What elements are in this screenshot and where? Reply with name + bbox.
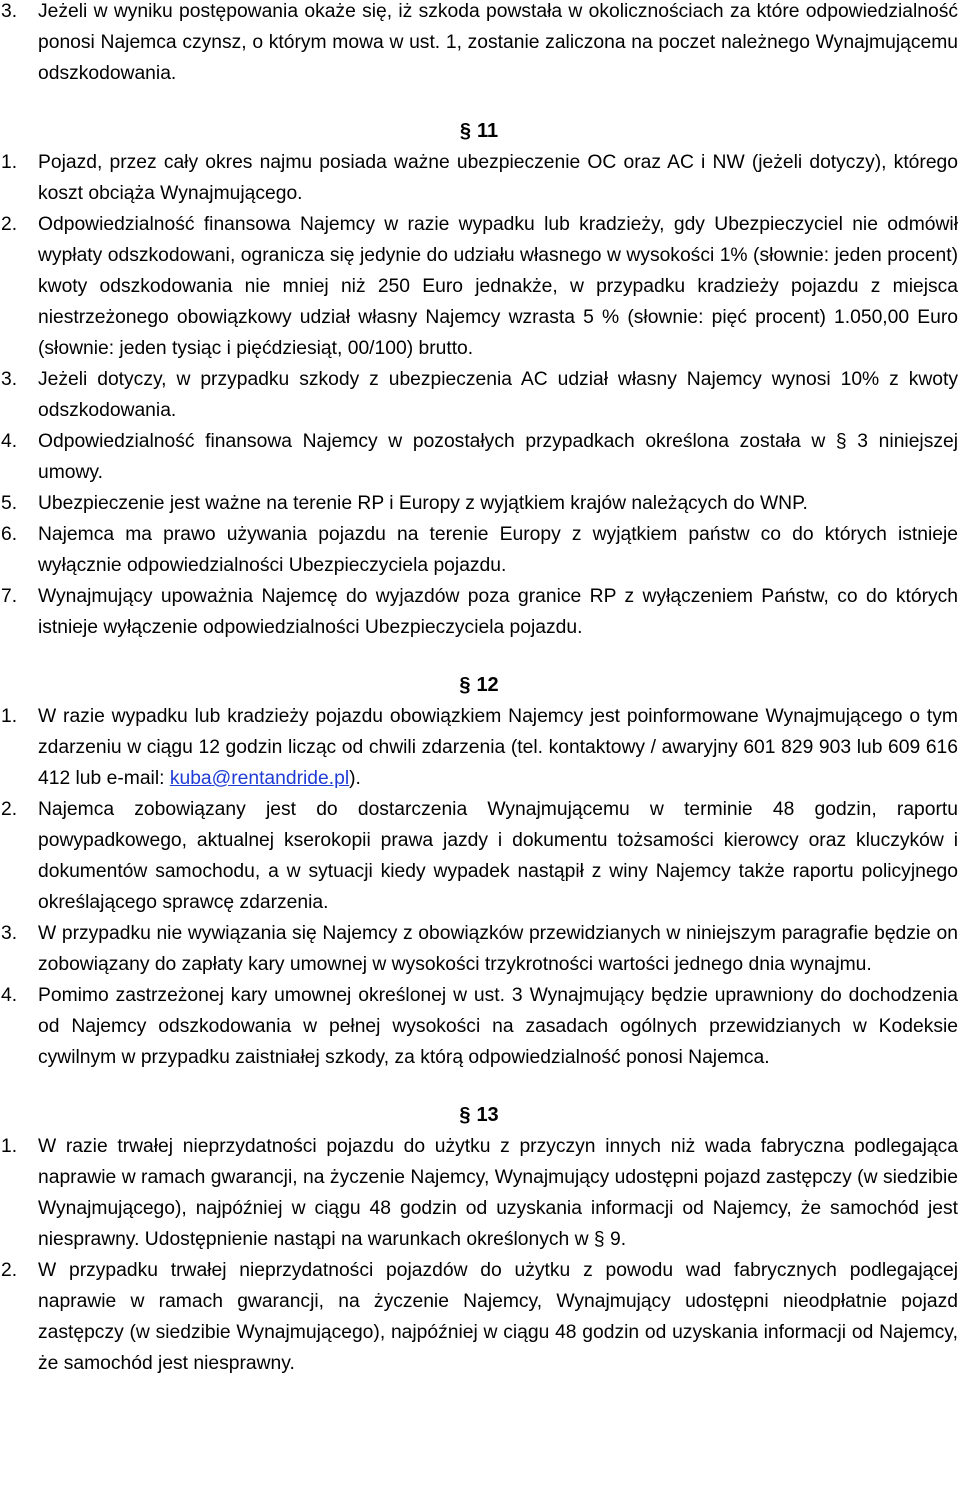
item-text: W razie trwałej nieprzydatności pojazdu do użytku z przyczyn innych niż wada fabryczna podlegająca naprawie w ramach gwarancji, na życzenie Najemcy, Wynajmujący udostępni pojazd zastępczy (w siedzibie Wynajmującego), najpóźniej w ciągu 48 godzin od uzyskania informacji od Najemcy, że samochód jest niesprawny. Udostępnienie nastąpi na warunkach określonych w § 9. [38, 1136, 958, 1250]
item-number: 1. [1, 706, 18, 727]
item-number: 2. [1, 799, 18, 820]
item-text: Wynajmujący upoważnia Najemcę do wyjazdów poza granice RP z wyłączeniem Państw, co do których istnieje wyłączenie odpowiedzialności Ubezpieczyciela pojazdu. [38, 586, 958, 638]
list-item [0, 918, 958, 980]
section-11 [0, 116, 958, 643]
item-text: Pomimo zastrzeżonej kary umownej określonej w ust. 3 Wynajmujący będzie uprawniony do dochodzenia od Najemcy odszkodowania w pełnej wysokości na zasadach ogólnych przewidzianych w Kodeksie cywilnym w przypadku zaistniałej szkody, za którą odpowiedzialność ponosi Najemca. [38, 985, 958, 1068]
item-number: 1. [1, 1136, 18, 1157]
list-item [0, 426, 958, 488]
item-text: Ubezpieczenie jest ważne na terenie RP i Europy z wyjątkiem krajów należących do WNP. [38, 493, 808, 514]
section-13 [0, 1100, 958, 1379]
item-number: 4. [1, 985, 18, 1006]
list-item [0, 519, 958, 581]
item-number: 5. [1, 493, 18, 514]
item-text: Najemca ma prawo używania pojazdu na terenie Europy z wyjątkiem państw co do których istnieje wyłącznie odpowiedzialności Ubezpieczyciela pojazdu. [38, 524, 958, 576]
section-symbol: § [459, 1104, 471, 1126]
section-10-continuation [0, 0, 958, 89]
item-number: 3. [1, 369, 18, 390]
item-text-part: W razie wypadku lub kradzieży pojazdu obowiązkiem Najemcy jest poinformowane Wynajmującego o tym zdarzeniu w ciągu 12 godzin licząc od chwili zdarzenia (tel. kontaktowy / awaryjny 601 829 903 lub 609 616 412 lub e-mail: [38, 706, 958, 789]
section-heading [0, 1100, 958, 1131]
item-text [38, 701, 958, 794]
item-number: 3. [1, 923, 18, 944]
list-item [0, 1255, 958, 1379]
list-item [0, 209, 958, 364]
list-item [0, 1131, 958, 1255]
item-text: Odpowiedzialność finansowa Najemcy w pozostałych przypadkach określona została w § 3 niniejszej umowy. [38, 431, 958, 483]
item-text: Najemca zobowiązany jest do dostarczenia Wynajmującemu w terminie 48 godzin, raportu powypadkowego, aktualnej kserokopii prawa jazdy i dokumentu tożsamości kierowcy oraz kluczyków i dokumentów samochodu, a w sytuacji kiedy wypadek nastąpił z winy Najemcy także raportu policyjnego określającego sprawcę zdarzenia. [38, 799, 958, 913]
list-item [0, 364, 958, 426]
list-item [0, 0, 958, 89]
item-number: 2. [1, 1260, 18, 1281]
email-link[interactable]: kuba@rentandride.pl [169, 768, 350, 789]
item-number: 4. [1, 431, 18, 452]
item-text: W przypadku nie wywiązania się Najemcy z obowiązków przewidzianych w niniejszym paragrafie będzie on zobowiązany do zapłaty kary umownej w wysokości trzykrotności wartości jednego dnia wynajmu. [38, 923, 958, 975]
item-text: Jeżeli w wyniku postępowania okaże się, iż szkoda powstała w okolicznościach za które odpowiedzialność ponosi Najemca czynsz, o którym mowa w ust. 1, zostanie zaliczona na poczet należnego Wynajmującemu odszkodowania. [38, 1, 958, 84]
section-12 [0, 670, 958, 1073]
item-text: Pojazd, przez cały okres najmu posiada ważne ubezpieczenie OC oraz AC i NW (jeżeli dotyczy), którego koszt obciąża Wynajmującego. [38, 152, 958, 204]
item-number: 6. [1, 524, 18, 545]
item-text-part: ). [349, 768, 361, 789]
section-number: 13 [476, 1104, 499, 1126]
section-number: 12 [476, 674, 499, 696]
section-number: 11 [476, 120, 499, 142]
list-item [0, 701, 958, 794]
item-text: Odpowiedzialność finansowa Najemcy w razie wypadku lub kradzieży, gdy Ubezpieczyciel nie odmówił wypłaty odszkodowani, ogranicza się jedynie do udziału własnego w wysokości 1% (słownie: jeden procent) kwoty odszkodowania nie mniej niż 250 Euro jednakże, w przypadku kradzieży pojazdu z miejsca niestrzeżonego obowiązkowy udział własny Najemcy wzrasta 5 % (słownie: pięć procent) 1.050,00 Euro (słownie: jeden tysiąc i pięćdziesiąt, 00/100) brutto. [38, 214, 958, 359]
list-item [0, 980, 958, 1073]
list-item [0, 581, 958, 643]
section-symbol: § [459, 674, 471, 696]
item-text: Jeżeli dotyczy, w przypadku szkody z ubezpieczenia AC udział własny Najemcy wynosi 10% z kwoty odszkodowania. [38, 369, 958, 421]
list-item [0, 147, 958, 209]
section-heading [0, 116, 958, 147]
item-number: 3. [1, 1, 18, 22]
item-text: W przypadku trwałej nieprzydatności pojazdów do użytku z powodu wad fabrycznych podlegającej naprawie w ramach gwarancji, na życzenie Najemcy, Wynajmujący udostępni nieodpłatnie pojazd zastępczy (w siedzibie Wynajmującego), najpóźniej w ciągu 48 godzin od uzyskania informacji od Najemcy, że samochód jest niesprawny. [38, 1260, 958, 1374]
list-item [0, 794, 958, 918]
item-number: 1. [1, 152, 18, 173]
item-number: 2. [1, 214, 18, 235]
list-item [0, 488, 958, 519]
section-symbol: § [459, 120, 471, 142]
section-heading [0, 670, 958, 701]
item-number: 7. [1, 586, 18, 607]
